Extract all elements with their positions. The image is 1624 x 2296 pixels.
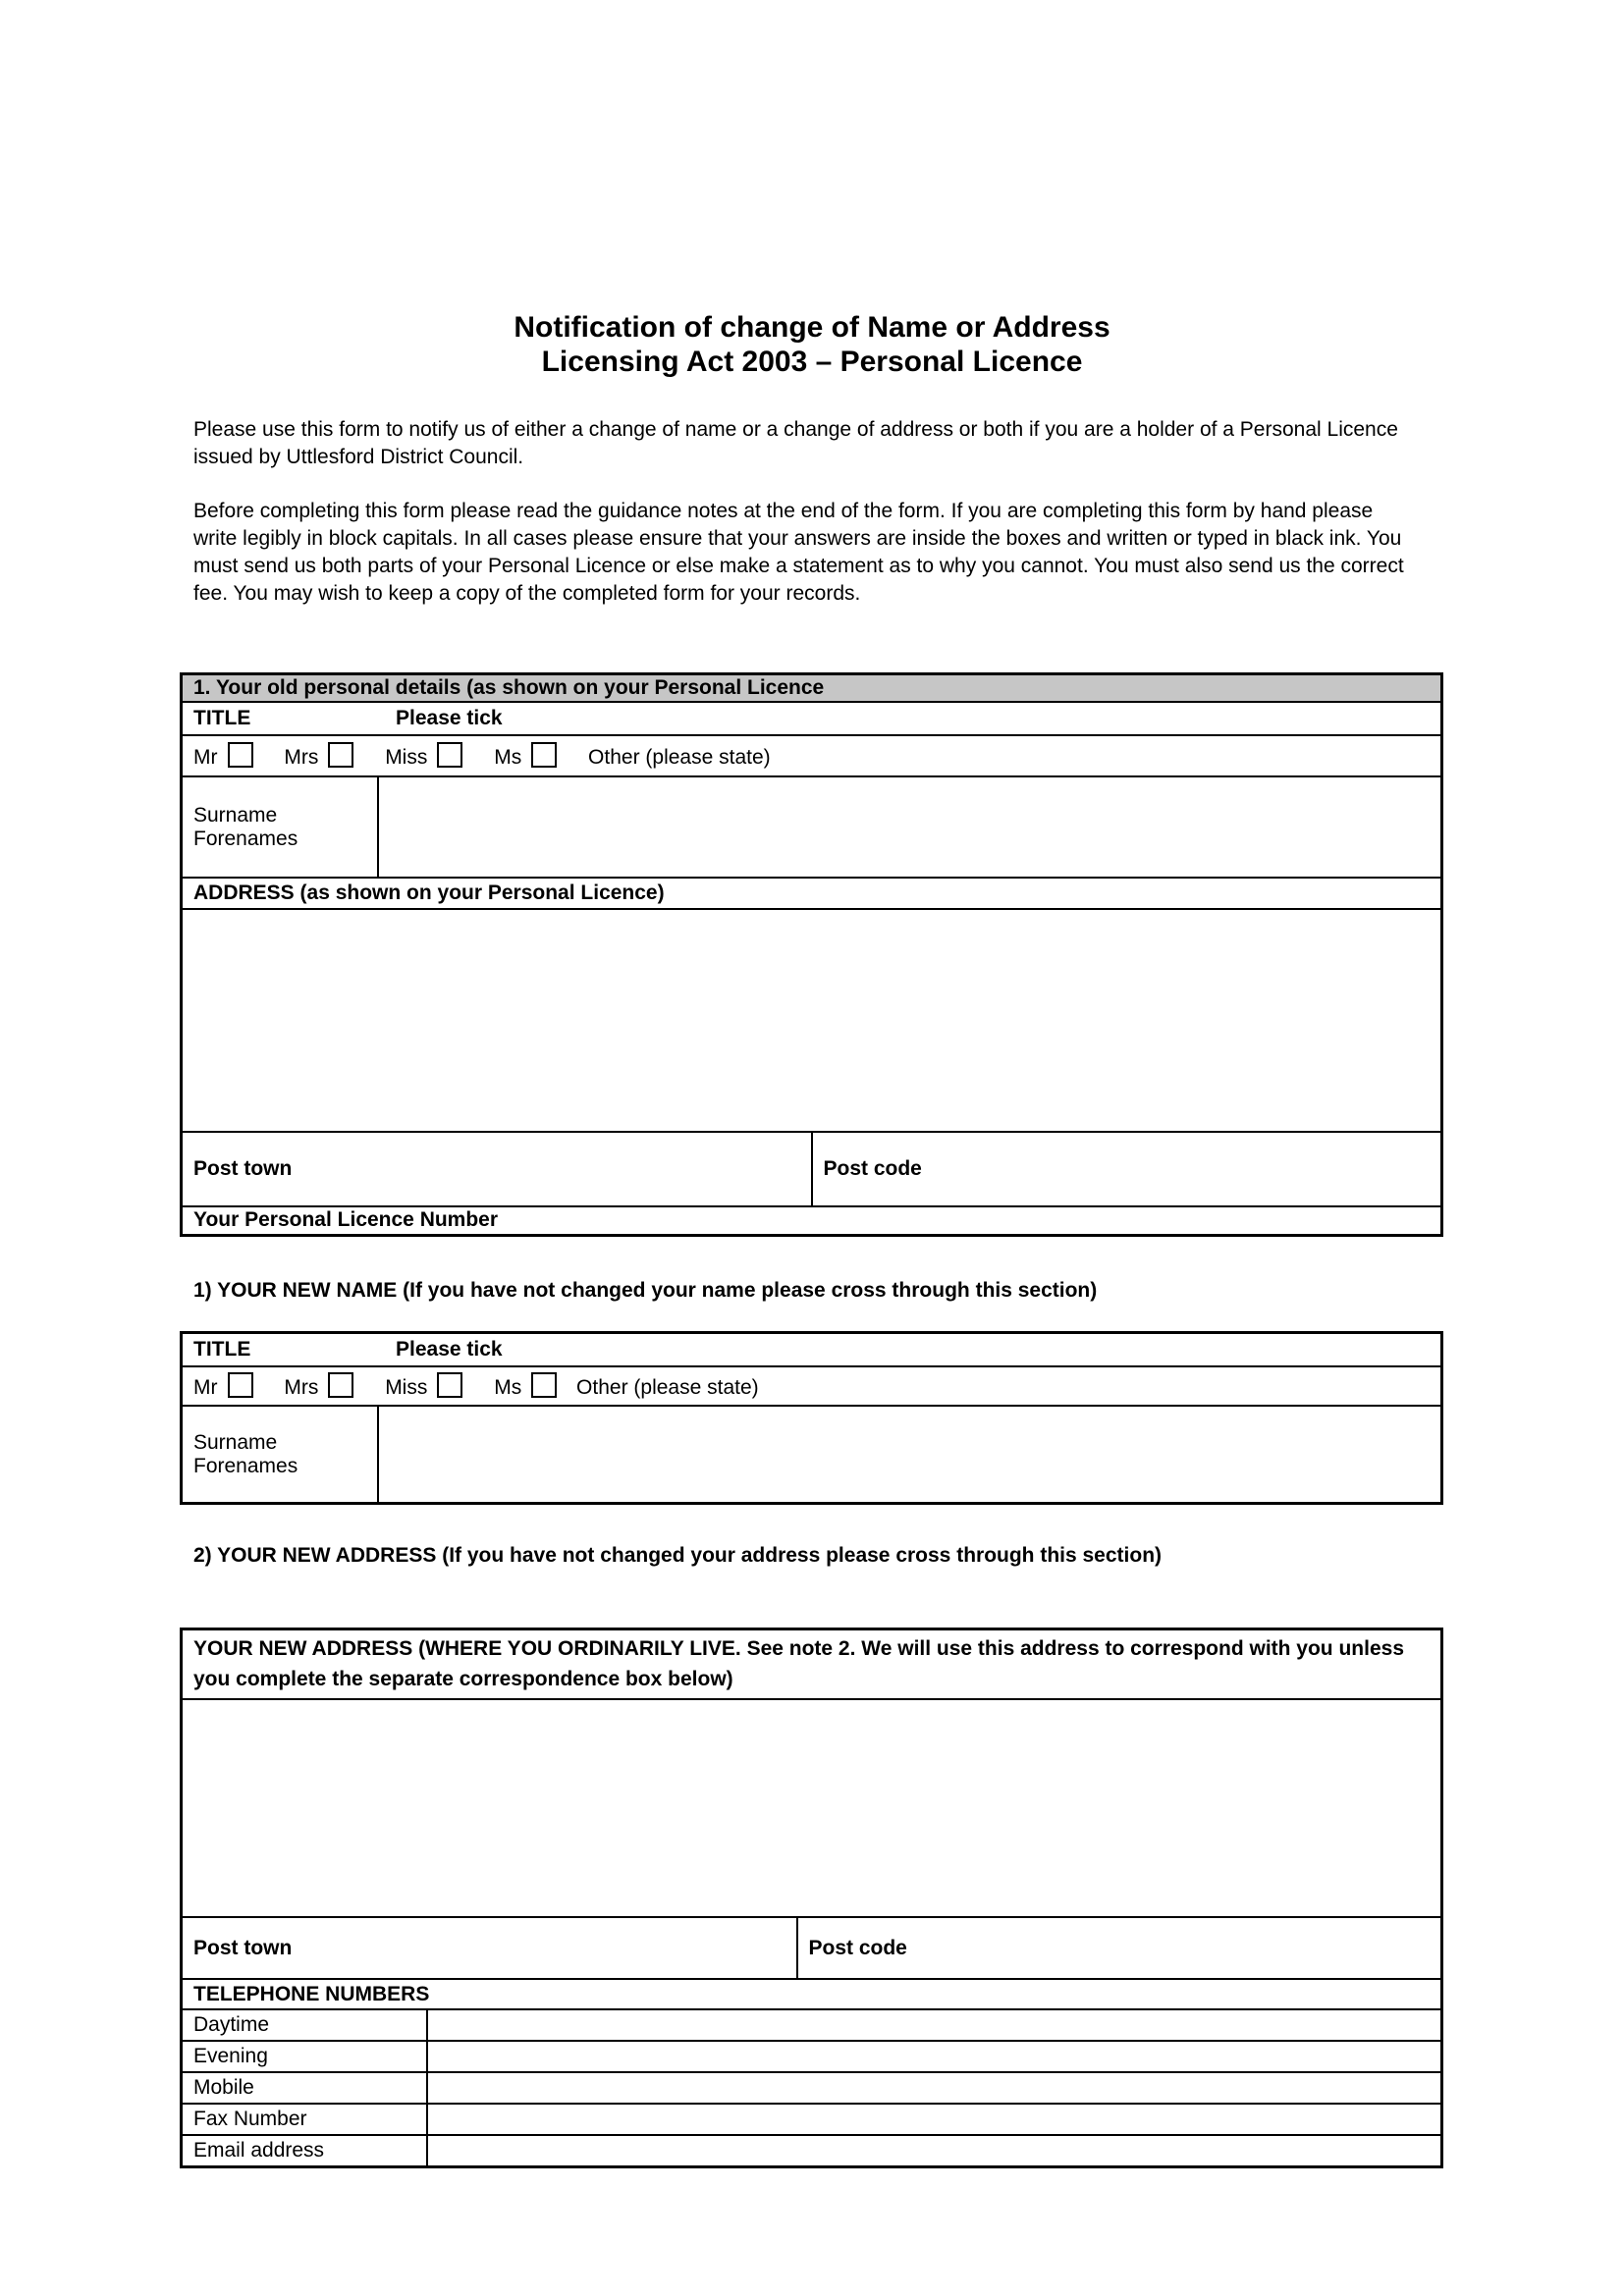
new-address-box-header: YOUR NEW ADDRESS (WHERE YOU ORDINARILY LIVE. See note 2. We will use this address to correspond with you unless you complete the separate correspondence box below) bbox=[193, 1637, 1405, 1690]
old-name-fill-area[interactable] bbox=[378, 776, 1442, 878]
old-post-town-field[interactable] bbox=[182, 1132, 812, 1206]
mr-checkbox[interactable] bbox=[228, 742, 253, 768]
old-licence-number-label: Your Personal Licence Number bbox=[193, 1208, 499, 1232]
mrs-checkbox[interactable] bbox=[328, 742, 353, 768]
old-surname-label: Surname bbox=[193, 804, 278, 827]
ms-checkbox[interactable] bbox=[531, 742, 557, 768]
miss-label: Miss bbox=[385, 745, 428, 769]
new-post-town-field[interactable] bbox=[182, 1917, 797, 1979]
table-row bbox=[182, 909, 1442, 1132]
miss-checkbox[interactable] bbox=[437, 742, 462, 768]
old-details-section-header: 1. Your old personal details (as shown on your Personal Licence bbox=[182, 674, 1442, 702]
table-row bbox=[182, 1206, 1442, 1236]
old-other-label: Other (please state) bbox=[588, 745, 771, 769]
table-row bbox=[182, 735, 1442, 776]
mobile-fill-area[interactable] bbox=[427, 2072, 1442, 2104]
table-row bbox=[182, 878, 1442, 909]
old-post-town-label: Post town bbox=[193, 1156, 293, 1180]
mrs-label: Mrs bbox=[284, 745, 319, 769]
new-name-heading: 1) YOUR NEW NAME (If you have not changed your name please cross through this section) bbox=[193, 1279, 1098, 1302]
document-title-line1: Notification of change of Name or Address bbox=[514, 311, 1110, 344]
new-address-heading: 2) YOUR NEW ADDRESS (If you have not changed your address please cross through this section) bbox=[193, 1544, 1163, 1567]
new-title-option-ms bbox=[494, 1376, 557, 1399]
table-row bbox=[182, 1629, 1442, 1700]
table-row bbox=[182, 1917, 1442, 1979]
new-title-label: TITLE bbox=[193, 1337, 251, 1361]
miss-label: Miss bbox=[385, 1375, 428, 1399]
table-row bbox=[182, 2135, 1442, 2166]
new-surname-label: Surname bbox=[193, 1431, 278, 1455]
daytime-fill-area[interactable] bbox=[427, 2009, 1442, 2041]
new-title-option-miss bbox=[385, 1376, 462, 1399]
new-name-labels-cell bbox=[182, 1406, 378, 1504]
mobile-label: Mobile bbox=[182, 2072, 427, 2104]
table-row bbox=[182, 2009, 1442, 2041]
table-row bbox=[182, 674, 1442, 702]
daytime-label: Daytime bbox=[182, 2009, 427, 2041]
table-row bbox=[182, 2072, 1442, 2104]
old-post-code-field[interactable] bbox=[812, 1132, 1442, 1206]
miss-checkbox[interactable] bbox=[437, 1372, 462, 1398]
new-title-header-cell bbox=[182, 1333, 1442, 1366]
fax-number-fill-area[interactable] bbox=[427, 2104, 1442, 2135]
new-name-fill-area[interactable] bbox=[378, 1406, 1442, 1504]
old-details-table bbox=[180, 672, 1443, 1237]
old-address-header: ADDRESS (as shown on your Personal Licence) bbox=[182, 878, 1442, 909]
ms-label: Ms bbox=[494, 1375, 522, 1399]
document-title bbox=[0, 310, 1624, 379]
new-address-table bbox=[180, 1628, 1443, 2168]
table-row bbox=[182, 1406, 1442, 1504]
old-please-tick-label: Please tick bbox=[396, 706, 503, 729]
old-licence-number-field[interactable] bbox=[182, 1206, 1442, 1236]
new-title-option-mrs bbox=[284, 1376, 353, 1399]
email-address-label: Email address bbox=[182, 2135, 427, 2166]
table-row bbox=[182, 1979, 1442, 2009]
old-address-fill-area[interactable] bbox=[182, 909, 1442, 1132]
fax-number-label: Fax Number bbox=[182, 2104, 427, 2135]
table-row bbox=[182, 1132, 1442, 1206]
evening-label: Evening bbox=[182, 2041, 427, 2072]
intro-paragraph-1: Please use this form to notify us of either a change of name or a change of address or both if you are a holder of a Personal Licence issued by Uttlesford District Council. bbox=[193, 418, 1398, 468]
new-forenames-label: Forenames bbox=[193, 1455, 298, 1478]
old-title-option-mrs bbox=[284, 746, 353, 769]
mr-label: Mr bbox=[193, 745, 218, 769]
ms-label: Ms bbox=[494, 745, 522, 769]
new-other-label: Other (please state) bbox=[576, 1375, 759, 1399]
new-post-code-field[interactable] bbox=[797, 1917, 1442, 1979]
old-title-options-cell bbox=[182, 735, 1442, 776]
new-title-options-cell bbox=[182, 1366, 1442, 1406]
email-address-fill-area[interactable] bbox=[427, 2135, 1442, 2166]
table-row bbox=[182, 2041, 1442, 2072]
evening-fill-area[interactable] bbox=[427, 2041, 1442, 2072]
mr-label: Mr bbox=[193, 1375, 218, 1399]
intro-paragraph-2: Before completing this form please read the guidance notes at the end of the form. If you are completing this form by hand please write legibly in block capitals. In all cases please ensure that your answers are inside the boxes and written or typed in black ink. You must send us both parts of your Personal Licence or else make a statement as to why you cannot. You must also send us the correct fee. You may wish to keep a copy of the completed form for your records. bbox=[193, 500, 1404, 605]
table-row bbox=[182, 1699, 1442, 1917]
old-post-code-label: Post code bbox=[823, 1156, 922, 1180]
ms-checkbox[interactable] bbox=[531, 1372, 557, 1398]
new-name-table bbox=[180, 1331, 1443, 1505]
mrs-label: Mrs bbox=[284, 1375, 319, 1399]
new-please-tick-label: Please tick bbox=[396, 1337, 503, 1361]
new-post-town-label: Post town bbox=[193, 1936, 293, 1959]
document-title-line2: Licensing Act 2003 – Personal Licence bbox=[541, 346, 1083, 378]
old-title-label: TITLE bbox=[193, 706, 251, 729]
new-address-fill-area[interactable] bbox=[182, 1699, 1442, 1917]
new-post-code-label: Post code bbox=[808, 1936, 907, 1959]
table-row bbox=[182, 1333, 1442, 1366]
old-name-labels-cell bbox=[182, 776, 378, 878]
old-title-option-miss bbox=[385, 746, 462, 769]
new-address-box-header-cell bbox=[182, 1629, 1442, 1700]
old-title-option-mr bbox=[193, 746, 253, 769]
table-row bbox=[182, 776, 1442, 878]
old-forenames-label: Forenames bbox=[193, 828, 298, 850]
new-title-option-mr bbox=[193, 1376, 253, 1399]
table-row bbox=[182, 1366, 1442, 1406]
mr-checkbox[interactable] bbox=[228, 1372, 253, 1398]
table-row bbox=[182, 702, 1442, 735]
old-title-header-cell bbox=[182, 702, 1442, 735]
old-title-option-ms bbox=[494, 746, 557, 769]
table-row bbox=[182, 2104, 1442, 2135]
mrs-checkbox[interactable] bbox=[328, 1372, 353, 1398]
telephone-numbers-header: TELEPHONE NUMBERS bbox=[182, 1979, 1442, 2009]
